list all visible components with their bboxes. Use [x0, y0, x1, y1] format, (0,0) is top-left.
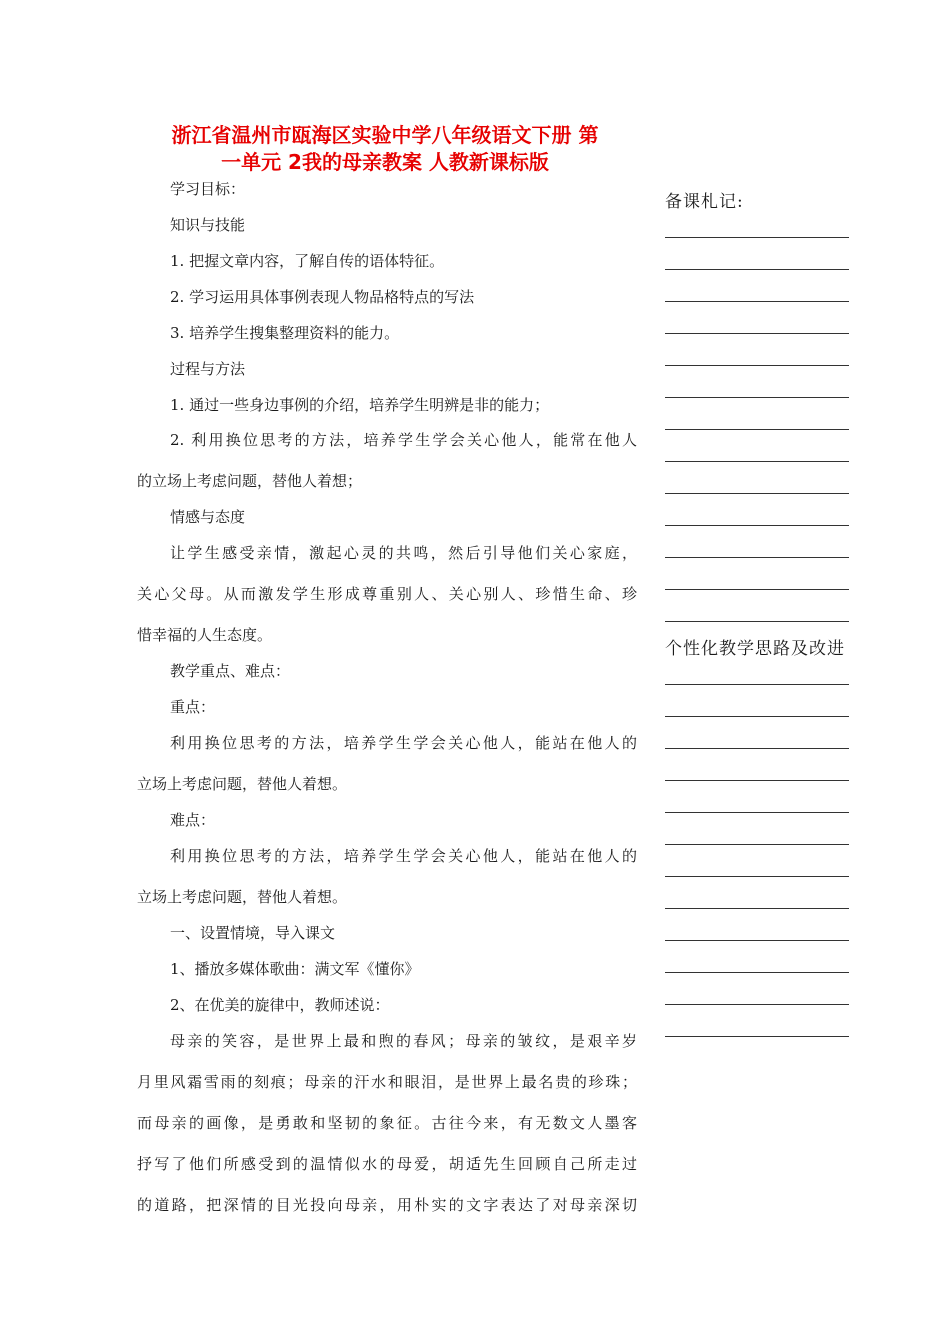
note-line [665, 461, 849, 462]
personal-line [665, 1036, 849, 1037]
note-line [665, 493, 849, 494]
personal-line [665, 940, 849, 941]
knowledge-heading: 知识与技能 [170, 216, 246, 234]
process-heading: 过程与方法 [170, 360, 246, 378]
note-line [665, 301, 849, 302]
difficulty-heading: 难点： [170, 811, 216, 829]
narration-3: 而母亲的画像，是勇敢和坚韧的象征。古往今来，有无数文人墨客 [137, 1114, 637, 1132]
title-line-1: 浙江省温州市瓯海区实验中学八年级语文下册 第 [171, 123, 599, 147]
personal-line [665, 876, 849, 877]
key-points-heading: 教学重点、难点： [170, 662, 291, 680]
difficulty-text-1: 利用换位思考的方法，培养学生学会关心他人，能站在他人的 [170, 847, 637, 865]
narration-4: 抒写了他们所感受到的温情似水的母爱，胡适先生回顾自己所走过 [137, 1155, 637, 1173]
focus-text-2: 立场上考虑问题，替他人着想。 [137, 775, 348, 793]
note-line [665, 557, 849, 558]
personal-heading: 个性化教学思路及改进 [665, 639, 845, 659]
knowledge-item-3: 3. 培养学生搜集整理资料的能力。 [170, 324, 400, 342]
step-1: 1、播放多媒体歌曲：满文军《懂你》 [170, 960, 420, 978]
step-2: 2、在优美的旋律中，教师述说： [170, 996, 390, 1014]
focus-heading: 重点： [170, 698, 216, 716]
personal-line [665, 716, 849, 717]
personal-line [665, 844, 849, 845]
process-item-2: 2. 利用换位思考的方法，培养学生学会关心他人，能常在他人 [170, 431, 637, 449]
process-item-2-cont: 的立场上考虑问题，替他人着想； [137, 472, 363, 490]
note-line [665, 333, 849, 334]
note-line [665, 365, 849, 366]
note-line [665, 429, 849, 430]
document-title [120, 122, 650, 176]
knowledge-item-2: 2. 学习运用具体事例表现人物品格特点的写法 [170, 288, 475, 306]
note-line [665, 237, 849, 238]
note-line [665, 525, 849, 526]
notes-heading: 备课札记: [665, 192, 744, 212]
narration-5: 的道路，把深情的目光投向母亲，用朴实的文字表达了对母亲深切 [137, 1196, 637, 1214]
personal-line [665, 684, 849, 685]
personal-line [665, 780, 849, 781]
knowledge-item-1: 1. 把握文章内容，了解自传的语体特征。 [170, 252, 445, 270]
personal-line [665, 972, 849, 973]
attitude-text-1: 让学生感受亲情，激起心灵的共鸣，然后引导他们关心家庭， [170, 544, 637, 562]
attitude-text-2: 关心父母。从而激发学生形成尊重别人、关心别人、珍惜生命、珍 [137, 585, 637, 603]
focus-text-1: 利用换位思考的方法，培养学生学会关心他人，能站在他人的 [170, 734, 637, 752]
personal-line [665, 748, 849, 749]
goals-heading: 学习目标： [170, 180, 246, 198]
narration-2: 月里风霜雪雨的刻痕；母亲的汗水和眼泪，是世界上最名贵的珍珠； [137, 1073, 637, 1091]
section-1-heading: 一、设置情境，导入课文 [170, 924, 336, 942]
personal-line [665, 812, 849, 813]
note-line [665, 621, 849, 622]
narration-1: 母亲的笑容，是世界上最和煦的春风；母亲的皱纹，是艰辛岁 [170, 1032, 637, 1050]
attitude-text-3: 惜幸福的人生态度。 [137, 626, 273, 644]
note-line [665, 589, 849, 590]
attitude-heading: 情感与态度 [170, 508, 246, 526]
process-item-1: 1. 通过一些身边事例的介绍，培养学生明辨是非的能力； [170, 396, 550, 414]
note-line [665, 269, 849, 270]
difficulty-text-2: 立场上考虑问题，替他人着想。 [137, 888, 348, 906]
note-line [665, 397, 849, 398]
title-line-2: 一单元 2我的母亲教案 人教新课标版 [221, 150, 549, 174]
personal-line [665, 1004, 849, 1005]
personal-line [665, 908, 849, 909]
